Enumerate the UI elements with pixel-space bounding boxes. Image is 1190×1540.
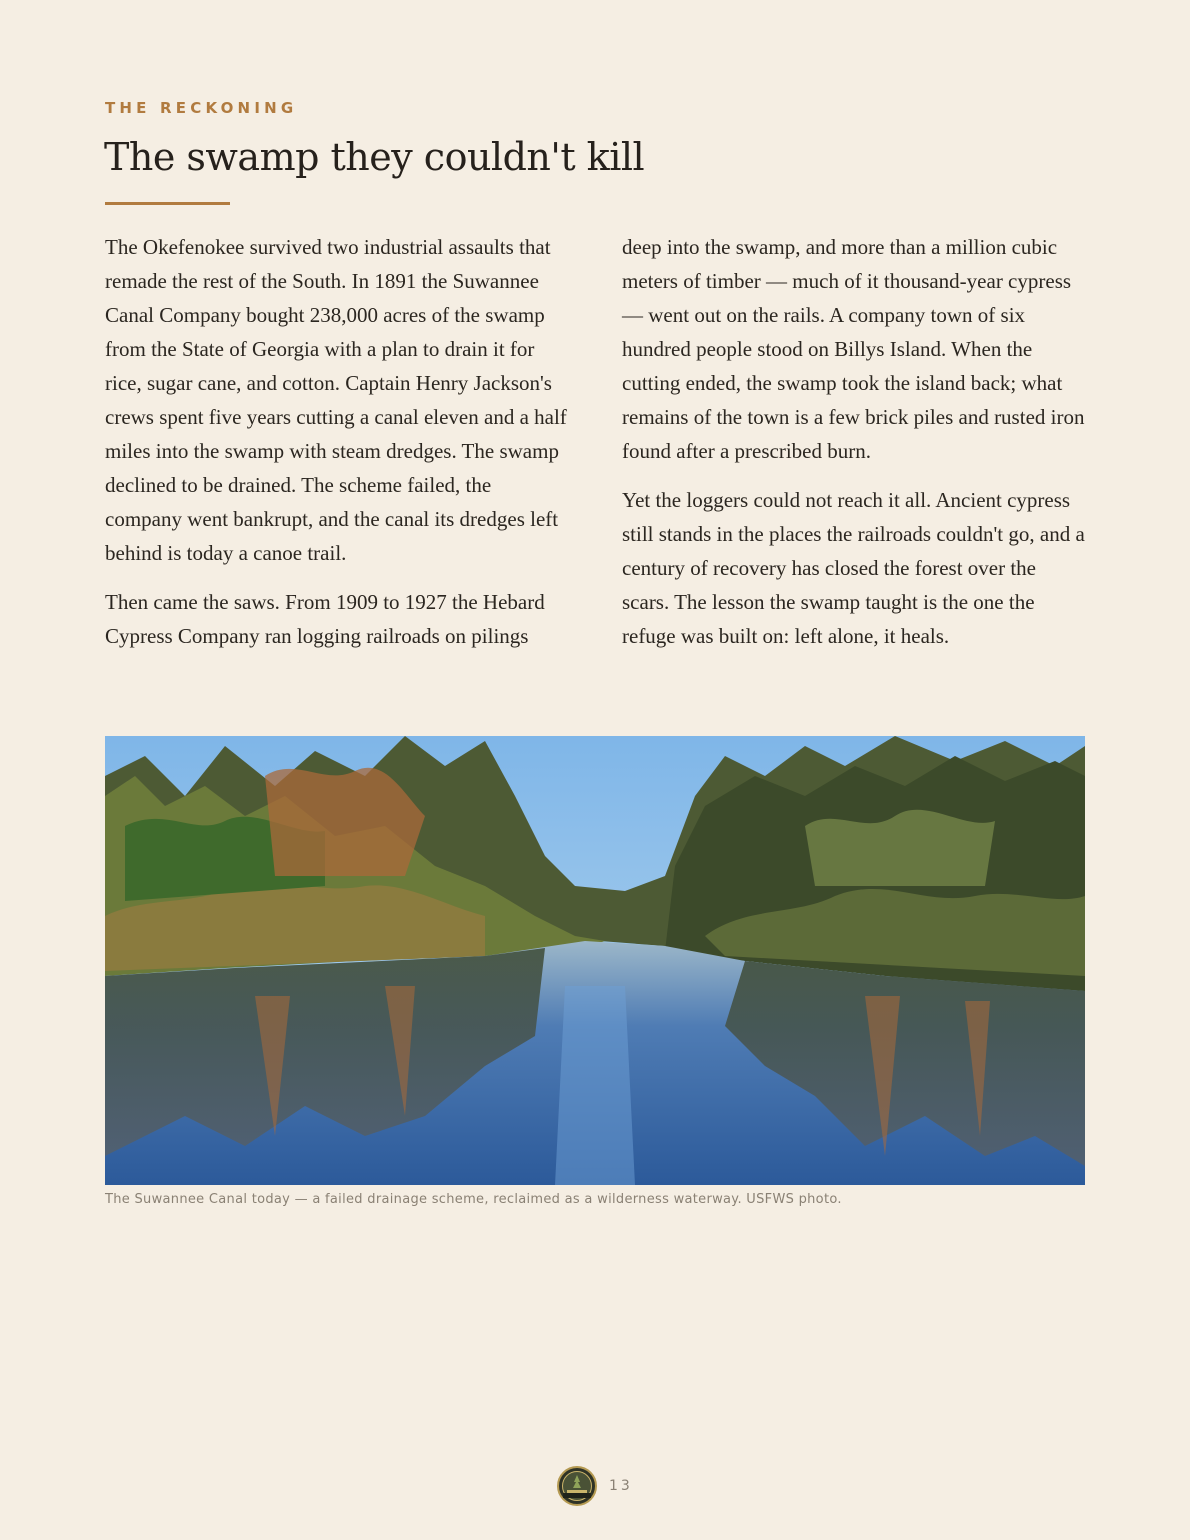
article-paragraph: Yet the loggers could not reach it all. Ancient cypress still stands in the places the railroads couldn't go, and a century of recovery has closed the forest over the scars. The lesson the swamp taught is the one the refuge was built on: left alone, it heals. [622,488,1085,648]
title-divider [105,202,230,205]
page-footer [557,1466,633,1506]
article-paragraph: The Okefenokee survived two industrial assaults that remade the rest of the South. In 1891 the Suwannee Canal Company bought 238,000 acres of the swamp from the State of Georgia with a plan to drain it for rice, sugar cane, and cotton. Captain Henry Jackson's crews spent five years cutting a canal eleven and a half miles into the swamp with steam dredges. The swamp declined to be drained. The scheme failed, the company went bankrupt, and the canal its dredges left behind is today a canoe trail. [105,235,567,565]
canal-photo-illustration [105,736,1085,1185]
photo-caption: The Suwannee Canal today — a failed drainage scheme, reclaimed as a wilderness waterway. USFWS photo. [105,1192,842,1207]
page-number: 13 [609,1478,633,1494]
article-body [105,230,1085,720]
section-kicker: THE RECKONING [105,99,298,117]
page-title: The swamp they couldn't kill [104,135,645,179]
blackwater-logo-icon [557,1466,597,1506]
article-paragraph: Then came the saws. From 1909 to 1927 the Hebard Cypress Company ran logging railroads on pilings deep into the swamp, and more than a million cubic meters of timber — much of it thousand-year cypress — went out on the rails. A company town of six hundred people stood on Billys Island. When the cutting ended, the swamp took the island back; what remains of the town is a few brick piles and rusted iron found after a prescribed burn. [105,235,1085,648]
canal-photo [105,736,1085,1185]
